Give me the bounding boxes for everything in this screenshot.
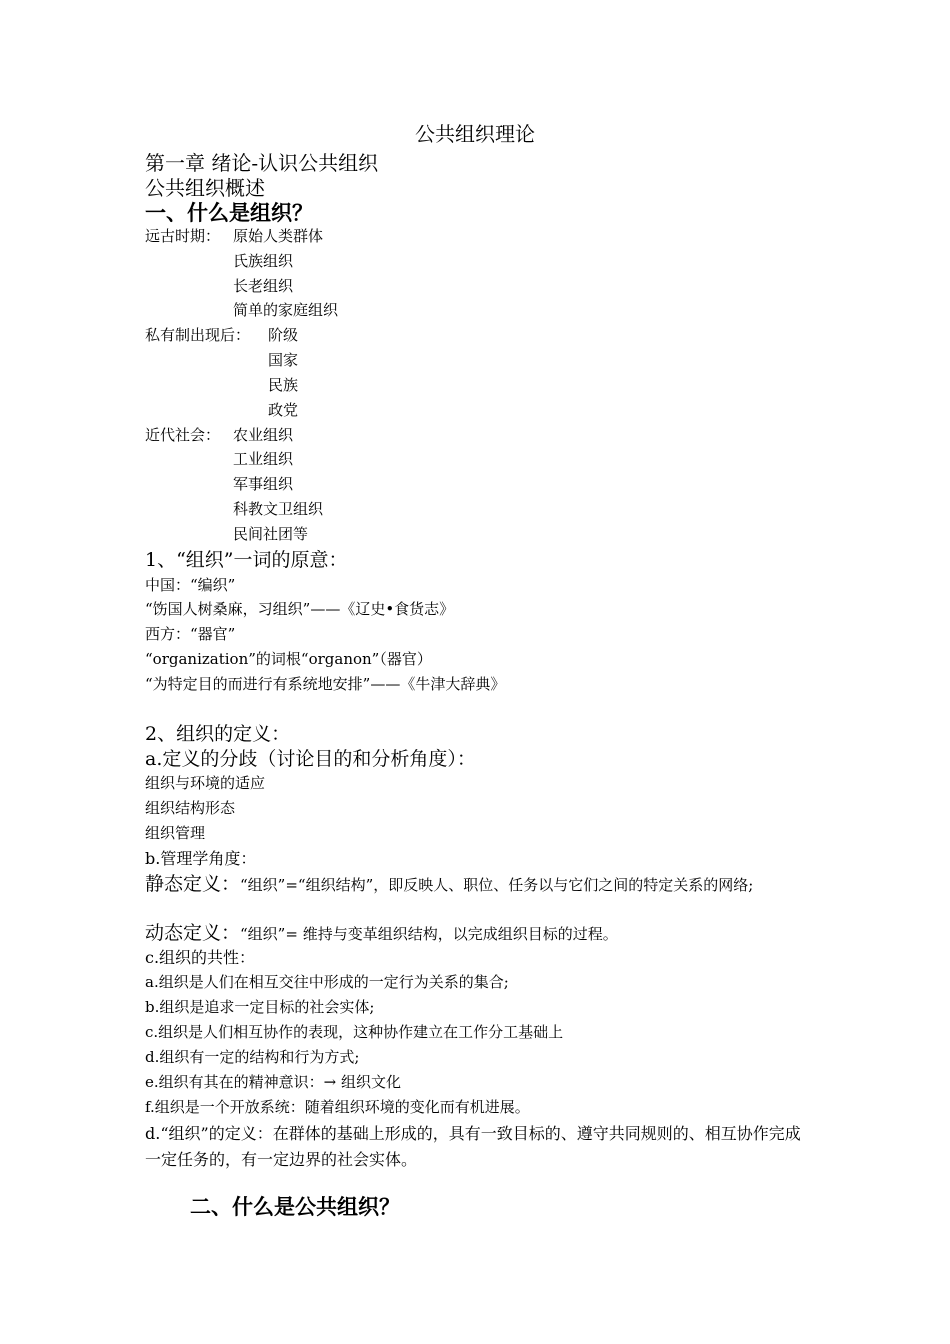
era-item: 工业组织 — [233, 450, 294, 468]
era-item: 民族 — [268, 376, 299, 394]
dynamic-definition-label: 动态定义： — [145, 922, 241, 944]
era-item: 军事组织 — [233, 475, 294, 493]
era-item: 民间社团等 — [233, 525, 309, 543]
origin-line: “饬国人树桑麻，习组织”——《辽史•食货志》 — [145, 600, 455, 618]
chapter-heading: 第一章 绪论-认识公共组织 — [145, 151, 379, 175]
era-label-private-property: 私有制出现后： — [145, 326, 251, 344]
def-c-item: f.组织是一个开放系统：随着组织环境的变化而有机进展。 — [145, 1098, 530, 1116]
static-definition-text: “组织”=“组织结构”，即反映人、职位、任务以与它们之间的特定关系的网络; — [240, 876, 754, 894]
heading-what-is-organization: 一、什么是组织？ — [145, 200, 313, 225]
def-d-paragraph: d.“组织”的定义：在群体的基础上形成的，具有一致目标的、遵守共同规则的、相互协作完成一定任务的，有一定边界的社会实体。 — [145, 1124, 801, 1169]
static-definition — [145, 871, 807, 898]
document-title: 公共组织理论 — [415, 122, 535, 146]
era-item: 阶级 — [268, 326, 299, 344]
heading-word-origin: 1、“组织”一词的原意： — [145, 549, 348, 571]
era-item: 氏族组织 — [233, 252, 294, 270]
def-c-heading: c.组织的共性： — [145, 948, 256, 967]
def-c-item: e.组织有其在的精神意识：→ 组织文化 — [145, 1073, 401, 1091]
origin-line: “organization”的词根“organon”（器官） — [145, 650, 432, 668]
dynamic-definition-text: “组织”= 维持与变革组织结构，以完成组织目标的过程。 — [240, 925, 618, 943]
def-a-heading: a.定义的分歧（讨论目的和分析角度）： — [145, 748, 476, 770]
static-definition-label: 静态定义： — [145, 873, 241, 895]
origin-line: “为特定目的而进行有系统地安排”——《牛津大辞典》 — [145, 675, 506, 693]
era-item: 政党 — [268, 401, 299, 419]
era-item: 国家 — [268, 351, 299, 369]
origin-line: 中国：“编织” — [145, 576, 236, 594]
era-label-modern: 近代社会： — [145, 426, 221, 444]
def-a-item: 组织与环境的适应 — [145, 774, 266, 792]
origin-line: 西方：“器官” — [145, 625, 236, 643]
section-heading: 公共组织概述 — [145, 176, 265, 200]
era-item: 农业组织 — [233, 426, 294, 444]
def-a-item: 组织管理 — [145, 824, 206, 842]
def-c-item: b.组织是追求一定目标的社会实体; — [145, 998, 375, 1016]
heading-what-is-public-organization: 二、什么是公共组织？ — [190, 1194, 400, 1219]
heading-definition: 2、组织的定义： — [145, 723, 291, 745]
def-c-item: d.组织有一定的结构和行为方式; — [145, 1048, 360, 1066]
def-a-item: 组织结构形态 — [145, 799, 236, 817]
def-b-heading: b.管理学角度： — [145, 849, 257, 868]
dynamic-definition — [145, 922, 618, 945]
era-item: 原始人类群体 — [233, 227, 324, 245]
era-item: 简单的家庭组织 — [233, 301, 339, 319]
era-item: 科教文卫组织 — [233, 500, 324, 518]
def-c-item: c.组织是人们相互协作的表现，这种协作建立在工作分工基础上 — [145, 1023, 564, 1041]
era-item: 长老组织 — [233, 277, 294, 295]
era-label-ancient: 远古时期： — [145, 227, 221, 245]
def-c-item: a.组织是人们在相互交往中形成的一定行为关系的集合; — [145, 973, 509, 991]
